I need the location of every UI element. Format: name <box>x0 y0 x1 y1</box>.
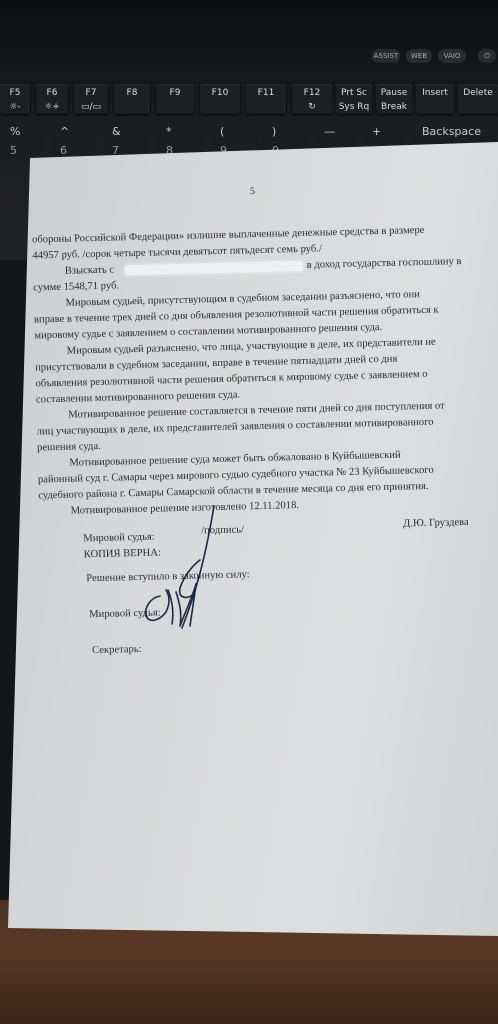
key-f11: F11 <box>246 84 286 114</box>
doc-line-2: 44957 руб. /сорок четыре тысячи девятьсот пятьдесят семь руб./ <box>32 243 322 262</box>
judge-name: Д.Ю. Груздева <box>402 516 469 530</box>
judge-label-2: Мировой судья: <box>89 607 161 621</box>
key-f5: F5 ☼- <box>0 84 30 114</box>
key-insert: Insert <box>416 84 454 114</box>
key-6: ^ 6 <box>50 122 96 162</box>
key-f10: F10 <box>200 84 240 114</box>
key-f7: F7 ▭/▭ <box>74 84 108 114</box>
effective-label: Решение вступило в законную силу: <box>86 569 250 585</box>
doc-line-11: объявления резолютивной части решения обратиться к мировому судье с заявлением о <box>35 368 428 390</box>
doc-line-8: мировому судье с заявлением о составлении мотивированного решения суда. <box>34 321 383 342</box>
doc-line-12: составлении мотивированного решения суда. <box>35 389 241 406</box>
vaio-button: VAIO <box>438 49 466 63</box>
doc-line-14: лиц участвующих в деле, их представителей заявления о составлении мотивированного <box>36 416 434 438</box>
key-f9: F9 <box>156 84 194 114</box>
key-delete: Delete <box>458 84 498 114</box>
doc-line-16: Мотивированное решение суда может быть обжаловано в Куйбышевский <box>69 449 401 469</box>
key-plus: + <box>362 122 406 162</box>
doc-line-15: решения суда. <box>36 440 101 454</box>
key-5: % 5 <box>0 122 44 162</box>
doc-line-3: Взыскать с <box>64 264 115 277</box>
key-f8: F8 <box>114 84 150 114</box>
key-9: ( 9 <box>210 122 258 162</box>
doc-line-17: районный суд г. Самары через мирового судью судебного участка № 23 Куйбышевского <box>37 464 434 486</box>
key-7: & 7 <box>102 122 150 162</box>
page-number: 5 <box>249 186 256 198</box>
key-8: * 8 <box>156 122 204 162</box>
power-icon: ⏻ <box>478 49 496 63</box>
doc-line-1: обороны Российской Федерации» излишне выплаченные денежные средства в размере <box>31 224 425 246</box>
judge-label: Мировой судья: <box>83 531 155 545</box>
key-minus: — <box>314 122 358 162</box>
doc-line-19: Мотивированное решение изготовлено 12.11.2018. <box>70 500 300 517</box>
key-f12: F12 ↻ <box>292 84 332 114</box>
copy-label: КОПИЯ ВЕРНА: <box>83 547 161 561</box>
doc-line-9: Мировым судьей разъяснено, что лица, участвующие в деле, их представители не <box>66 336 436 357</box>
doc-line-5: сумме 1548,71 руб. <box>33 280 120 294</box>
key-f6: F6 ☼+ <box>36 84 68 114</box>
key-prtsc: Prt Sc Sys Rq <box>336 84 372 114</box>
key-0: ) <box>262 122 310 162</box>
key-backspace: Backspace <box>412 122 498 162</box>
signature-note: /подпись/ <box>201 524 245 537</box>
assist-button: ASSIST <box>372 49 400 63</box>
doc-line-13: Мотивированное решение составляется в течение пяти дней со дня поступления от <box>68 400 445 421</box>
doc-line-18: судебного района г. Самары Самарской области в течение месяца со дня его принятия. <box>38 480 429 502</box>
secretary-label: Секретарь: <box>91 643 142 657</box>
web-button: WEB <box>406 49 432 63</box>
doc-line-6: Мировым судьей, присутствующим в судебном заседании разъяснено, что они <box>65 289 421 309</box>
doc-line-10: присутствовали в судебном заседании, вправе в течение пятнадцати дней со дня <box>35 353 398 374</box>
key-pause: Pause Break <box>376 84 412 114</box>
doc-line-7: вправе в течение трех дней со дня объявления резолютивной части решения обратиться к <box>33 304 439 326</box>
doc-line-4: в доход государства госпошлину в <box>306 256 462 271</box>
